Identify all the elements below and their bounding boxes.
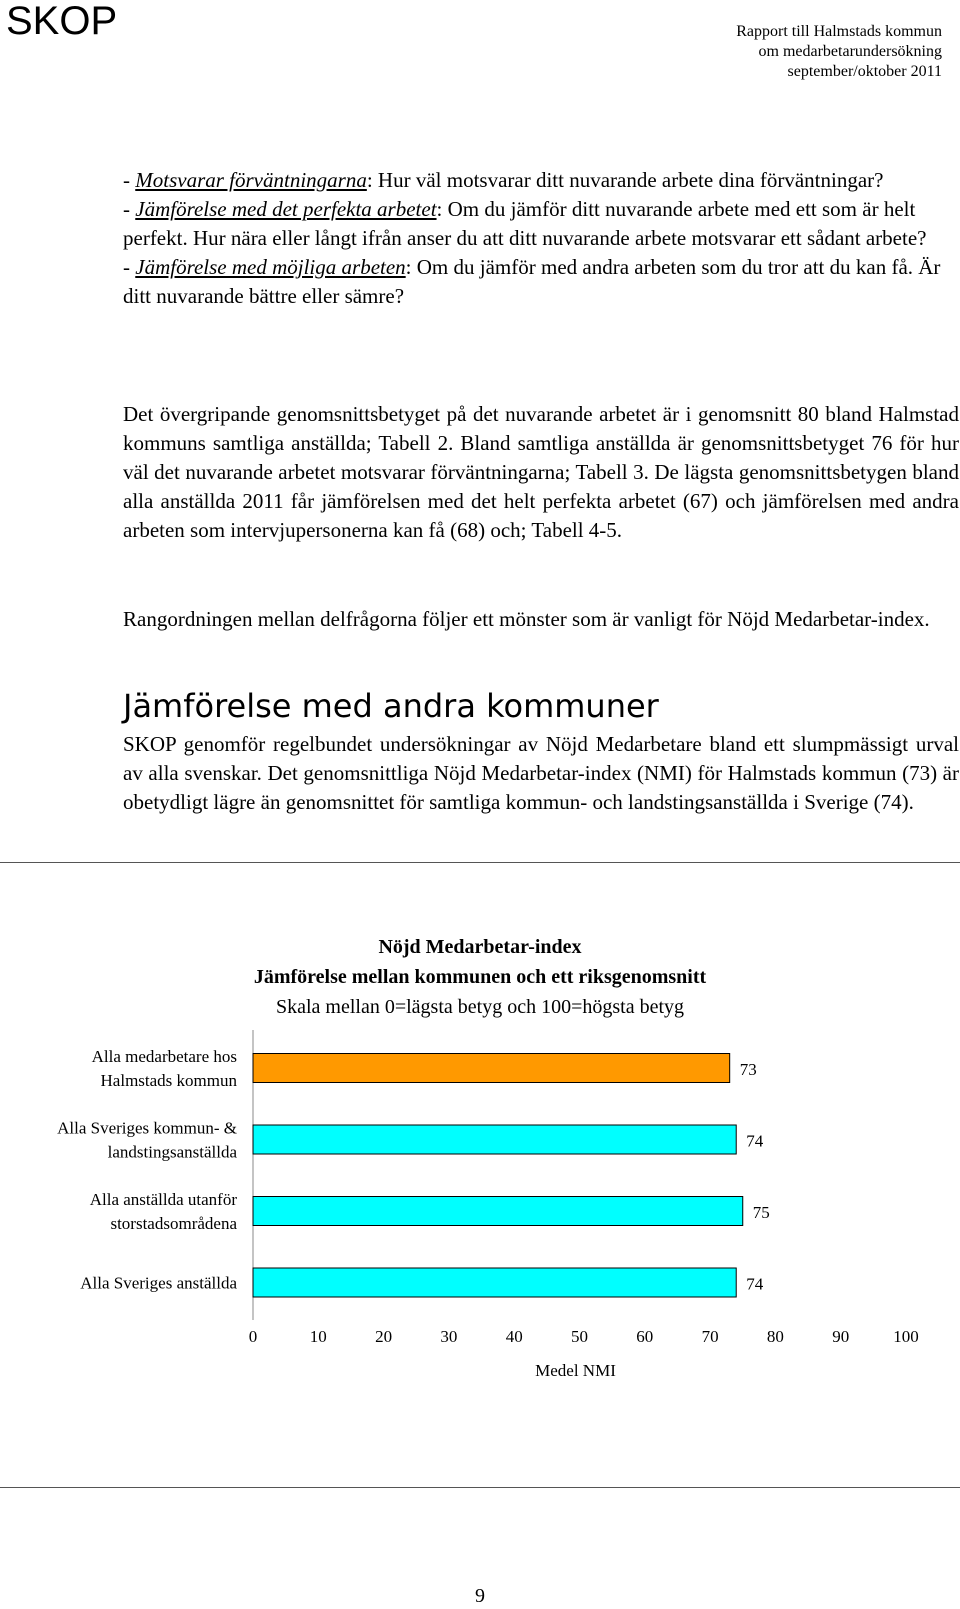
bar-3 (253, 1268, 736, 1297)
nmi-bar-chart (0, 1020, 960, 1400)
bar-1 (253, 1125, 736, 1154)
chart-title-block (0, 932, 960, 1022)
x-tick-label: 70 (701, 1327, 719, 1346)
question-term: Jämförelse med möjliga arbeten (135, 255, 406, 279)
question-term: Jämförelse med det perfekta arbetet (135, 197, 437, 221)
x-tick-label: 50 (571, 1327, 588, 1346)
report-header (736, 22, 942, 82)
category-label: landstingsanställda (107, 1142, 237, 1162)
category-label: storstadsområdena (110, 1214, 237, 1233)
x-axis-label: Medel NMI (535, 1361, 616, 1380)
section-heading: Jämförelse med andra kommuner (123, 687, 659, 725)
bar-2 (253, 1197, 743, 1226)
paragraph-ranking: Rangordningen mellan delfrågorna följer ett mönster som är vanligt för Nöjd Medarbetar-index. (123, 607, 930, 631)
data-label-1: 74 (746, 1131, 764, 1151)
paragraph-results: Det övergripande genomsnittsbetyget på det nuvarande arbetet är i genomsnitt 80 bland Halmstad kommuns samtliga anställda; Tabell 2. Bland samtliga anställda är genomsnittsbetyget 76 för hur väl det nuvarande arbetet motsvarar förväntningarna; Tabell 3. De lägsta genomsnittsbetygen bland alla anställda 2011 får jämförelsen med det helt perfekta arbetet (67) och jämförelsen med andra arbeten som intervjupersonerna kan få (68) och; Tabell 4-5. (123, 402, 959, 542)
report-line-1: Rapport till Halmstads kommun (736, 23, 942, 40)
question-term: Motsvarar förväntningarna (135, 168, 367, 192)
category-label: Halmstads kommun (100, 1071, 237, 1090)
category-label: Alla Sveriges kommun- & (57, 1118, 237, 1138)
paragraph-comparison: SKOP genomför regelbundet undersökningar av Nöjd Medarbetare bland ett slumpmässigt urval av alla svenskar. Det genomsnittliga Nöjd Medarbetar-index (NMI) för Halmstads kommun (73) är obetydligt lägre än genomsnittet för samtliga kommun- och landstingsanställda i Sverige (74). (123, 732, 959, 814)
chart-scale-note: Skala mellan 0=lägsta betyg och 100=högsta betyg (275, 996, 685, 1018)
data-label-2: 75 (752, 1203, 770, 1222)
x-tick-label: 100 (893, 1327, 919, 1346)
x-tick-label: 20 (375, 1327, 393, 1346)
data-label-0: 73 (739, 1060, 757, 1079)
question-list (123, 166, 943, 311)
chart-subtitle: Jämförelse mellan kommunen och ett riksgenomsnitt (253, 966, 707, 988)
bar-0 (253, 1054, 730, 1083)
category-label: Alla anställda utanför (89, 1190, 237, 1209)
data-label-3: 74 (746, 1274, 764, 1294)
question-item: - Jämförelse med möjliga arbeten: Om du jämför med andra arbeten som du tror att du kan få. Är ditt nuvarande bättre eller sämre? (123, 255, 941, 308)
x-tick-label: 40 (505, 1327, 523, 1346)
chart-top-rule (0, 862, 960, 863)
logo: SKOP (6, 0, 118, 43)
x-tick-label: 90 (832, 1327, 850, 1346)
question-item: - Motsvarar förväntningarna: Hur väl motsvarar ditt nuvarande arbete dina förväntningar? (123, 168, 884, 192)
report-line-3: september/oktober 2011 (787, 63, 942, 80)
chart-bottom-rule (0, 1487, 960, 1488)
page-number: 9 (475, 1585, 485, 1607)
x-tick-label: 80 (766, 1327, 784, 1346)
question-item: - Jämförelse med det perfekta arbetet: Om du jämför ditt nuvarande arbete med ett som är helt perfekt. Hur nära eller långt ifrån anser du att ditt nuvarande arbete motsvarar ett sådant arbete? (123, 197, 927, 250)
x-tick-label: 0 (248, 1327, 258, 1346)
chart-title: Nöjd Medarbetar-index (378, 936, 582, 958)
report-line-2: om medarbetarundersökning (758, 43, 942, 60)
x-tick-label: 10 (309, 1327, 327, 1346)
category-label: Alla Sveriges anställda (80, 1273, 237, 1293)
x-tick-label: 60 (636, 1327, 654, 1346)
category-label: Alla medarbetare hos (91, 1047, 237, 1066)
x-tick-label: 30 (440, 1327, 458, 1346)
